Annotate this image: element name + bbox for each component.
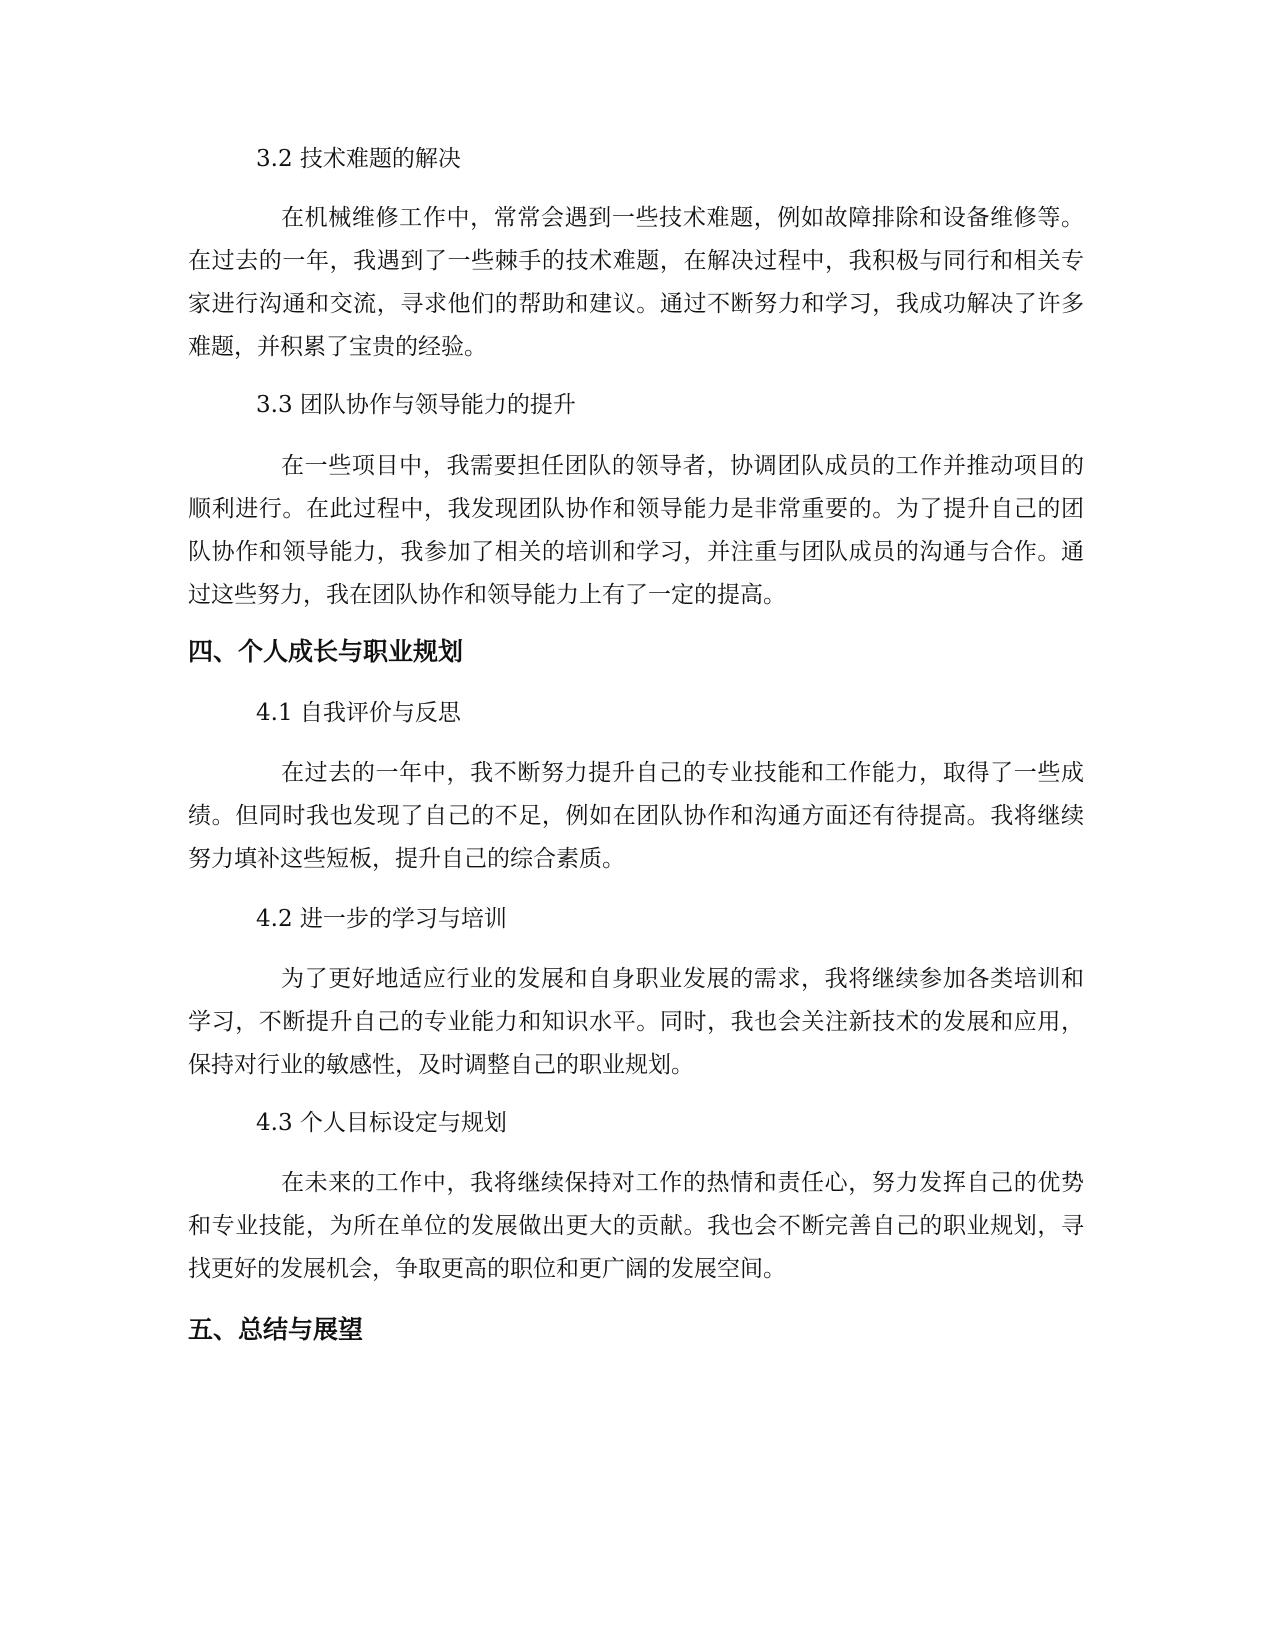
paragraph-3-3: 在一些项目中，我需要担任团队的领导者，协调团队成员的工作并推动项目的顺利进行。在此过程中，我发现团队协作和领导能力是非常重要的。为了提升自己的团队协作和领导能力，我参加了相关的培训和学习，并注重与团队成员的沟通与合作。通过这些努力，我在团队协作和领导能力上有了一定的提高。	[188, 453, 1084, 608]
paragraph-4-2: 为了更好地适应行业的发展和自身职业发展的需求，我将继续参加各类培训和学习，不断提升自己的专业能力和知识水平。同时，我也会关注新技术的发展和应用，保持对行业的敏感性，及时调整自己的职业规划。	[188, 966, 1084, 1078]
paragraph-3-2: 在机械维修工作中，常常会遇到一些技术难题，例如故障排除和设备维修等。在过去的一年，我遇到了一些棘手的技术难题，在解决过程中，我积极与同行和相关专家进行沟通和交流，寻求他们的帮助和建议。通过不断努力和学习，我成功解决了许多难题，并积累了宝贵的经验。	[188, 205, 1084, 360]
subheading-3-3: 3.3 团队协作与领导能力的提升	[256, 392, 576, 418]
section-heading-5: 五、总结与展望	[188, 1315, 364, 1344]
paragraph-4-3: 在未来的工作中，我将继续保持对工作的热情和责任心，努力发挥自己的优势和专业技能，为所在单位的发展做出更大的贡献。我也会不断完善自己的职业规划，寻找更好的发展机会，争取更高的职位和更广阔的发展空间。	[188, 1170, 1084, 1282]
subheading-4-2: 4.2 进一步的学习与培训	[256, 906, 507, 932]
subheading-4-1: 4.1 自我评价与反思	[256, 700, 461, 726]
paragraph-4-1: 在过去的一年中，我不断努力提升自己的专业技能和工作能力，取得了一些成绩。但同时我也发现了自己的不足，例如在团队协作和沟通方面还有待提高。我将继续努力填补这些短板，提升自己的综合素质。	[188, 760, 1084, 872]
section-heading-4: 四、个人成长与职业规划	[188, 637, 464, 666]
subheading-4-3: 4.3 个人目标设定与规划	[256, 1110, 507, 1136]
subheading-3-2: 3.2 技术难题的解决	[256, 146, 461, 172]
